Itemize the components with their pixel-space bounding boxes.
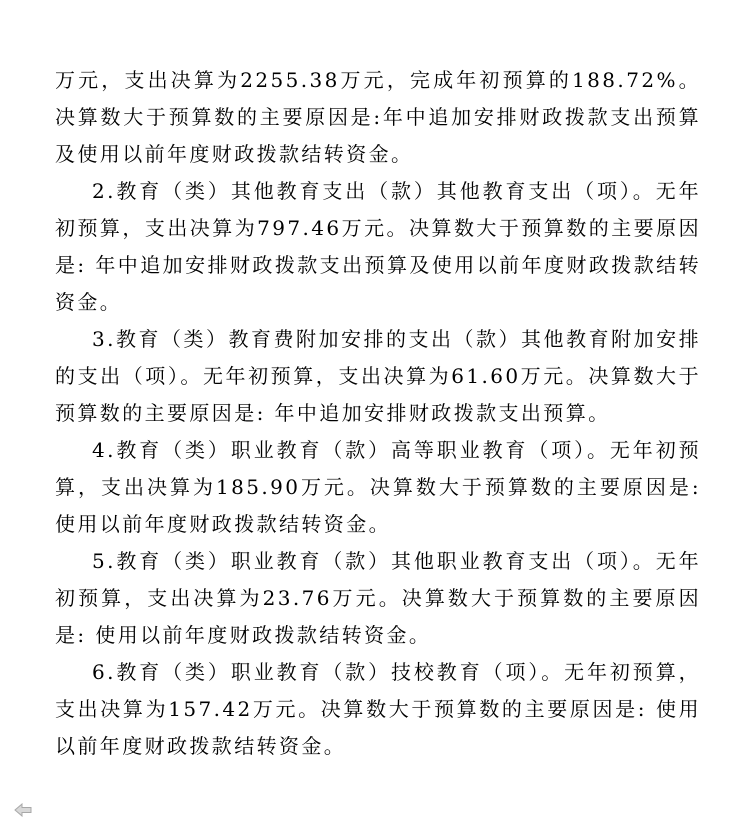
- document-body: [55, 62, 701, 765]
- paragraph-item-4: 4.教育（类）职业教育（款）高等职业教育（项）。无年初预算，支出决算为185.90万元。决算数大于预算数的主要原因是: 使用以前年度财政拨款结转资金。: [55, 438, 701, 536]
- paragraph-item-6: 6.教育（类）职业教育（款）技校教育（项）。无年初预算，支出决算为157.42万元。决算数大于预算数的主要原因是: 使用以前年度财政拨款结转资金。: [55, 660, 701, 758]
- paragraph-item-3: 3.教育（类）教育费附加安排的支出（款）其他教育附加安排的支出（项）。无年初预算，支出决算为61.60万元。决算数大于预算数的主要原因是: 年中追加安排财政拨款支出预算。: [55, 327, 701, 425]
- back-arrow-button[interactable]: [14, 802, 32, 816]
- arrow-left-icon: [14, 803, 32, 817]
- paragraph-item-2: 2.教育（类）其他教育支出（款）其他教育支出（项）。无年初预算，支出决算为797.46万元。决算数大于预算数的主要原因是: 年中追加安排财政拨款支出预算及使用以前年度财政拨款结转资金。: [55, 179, 701, 314]
- paragraph-continuation: 万元，支出决算为2255.38万元，完成年初预算的188.72%。决算数大于预算数的主要原因是:年中追加安排财政拨款支出预算及使用以前年度财政拨款结转资金。: [55, 68, 701, 166]
- paragraph-item-5: 5.教育（类）职业教育（款）其他职业教育支出（项）。无年初预算，支出决算为23.76万元。决算数大于预算数的主要原因是: 使用以前年度财政拨款结转资金。: [55, 549, 701, 647]
